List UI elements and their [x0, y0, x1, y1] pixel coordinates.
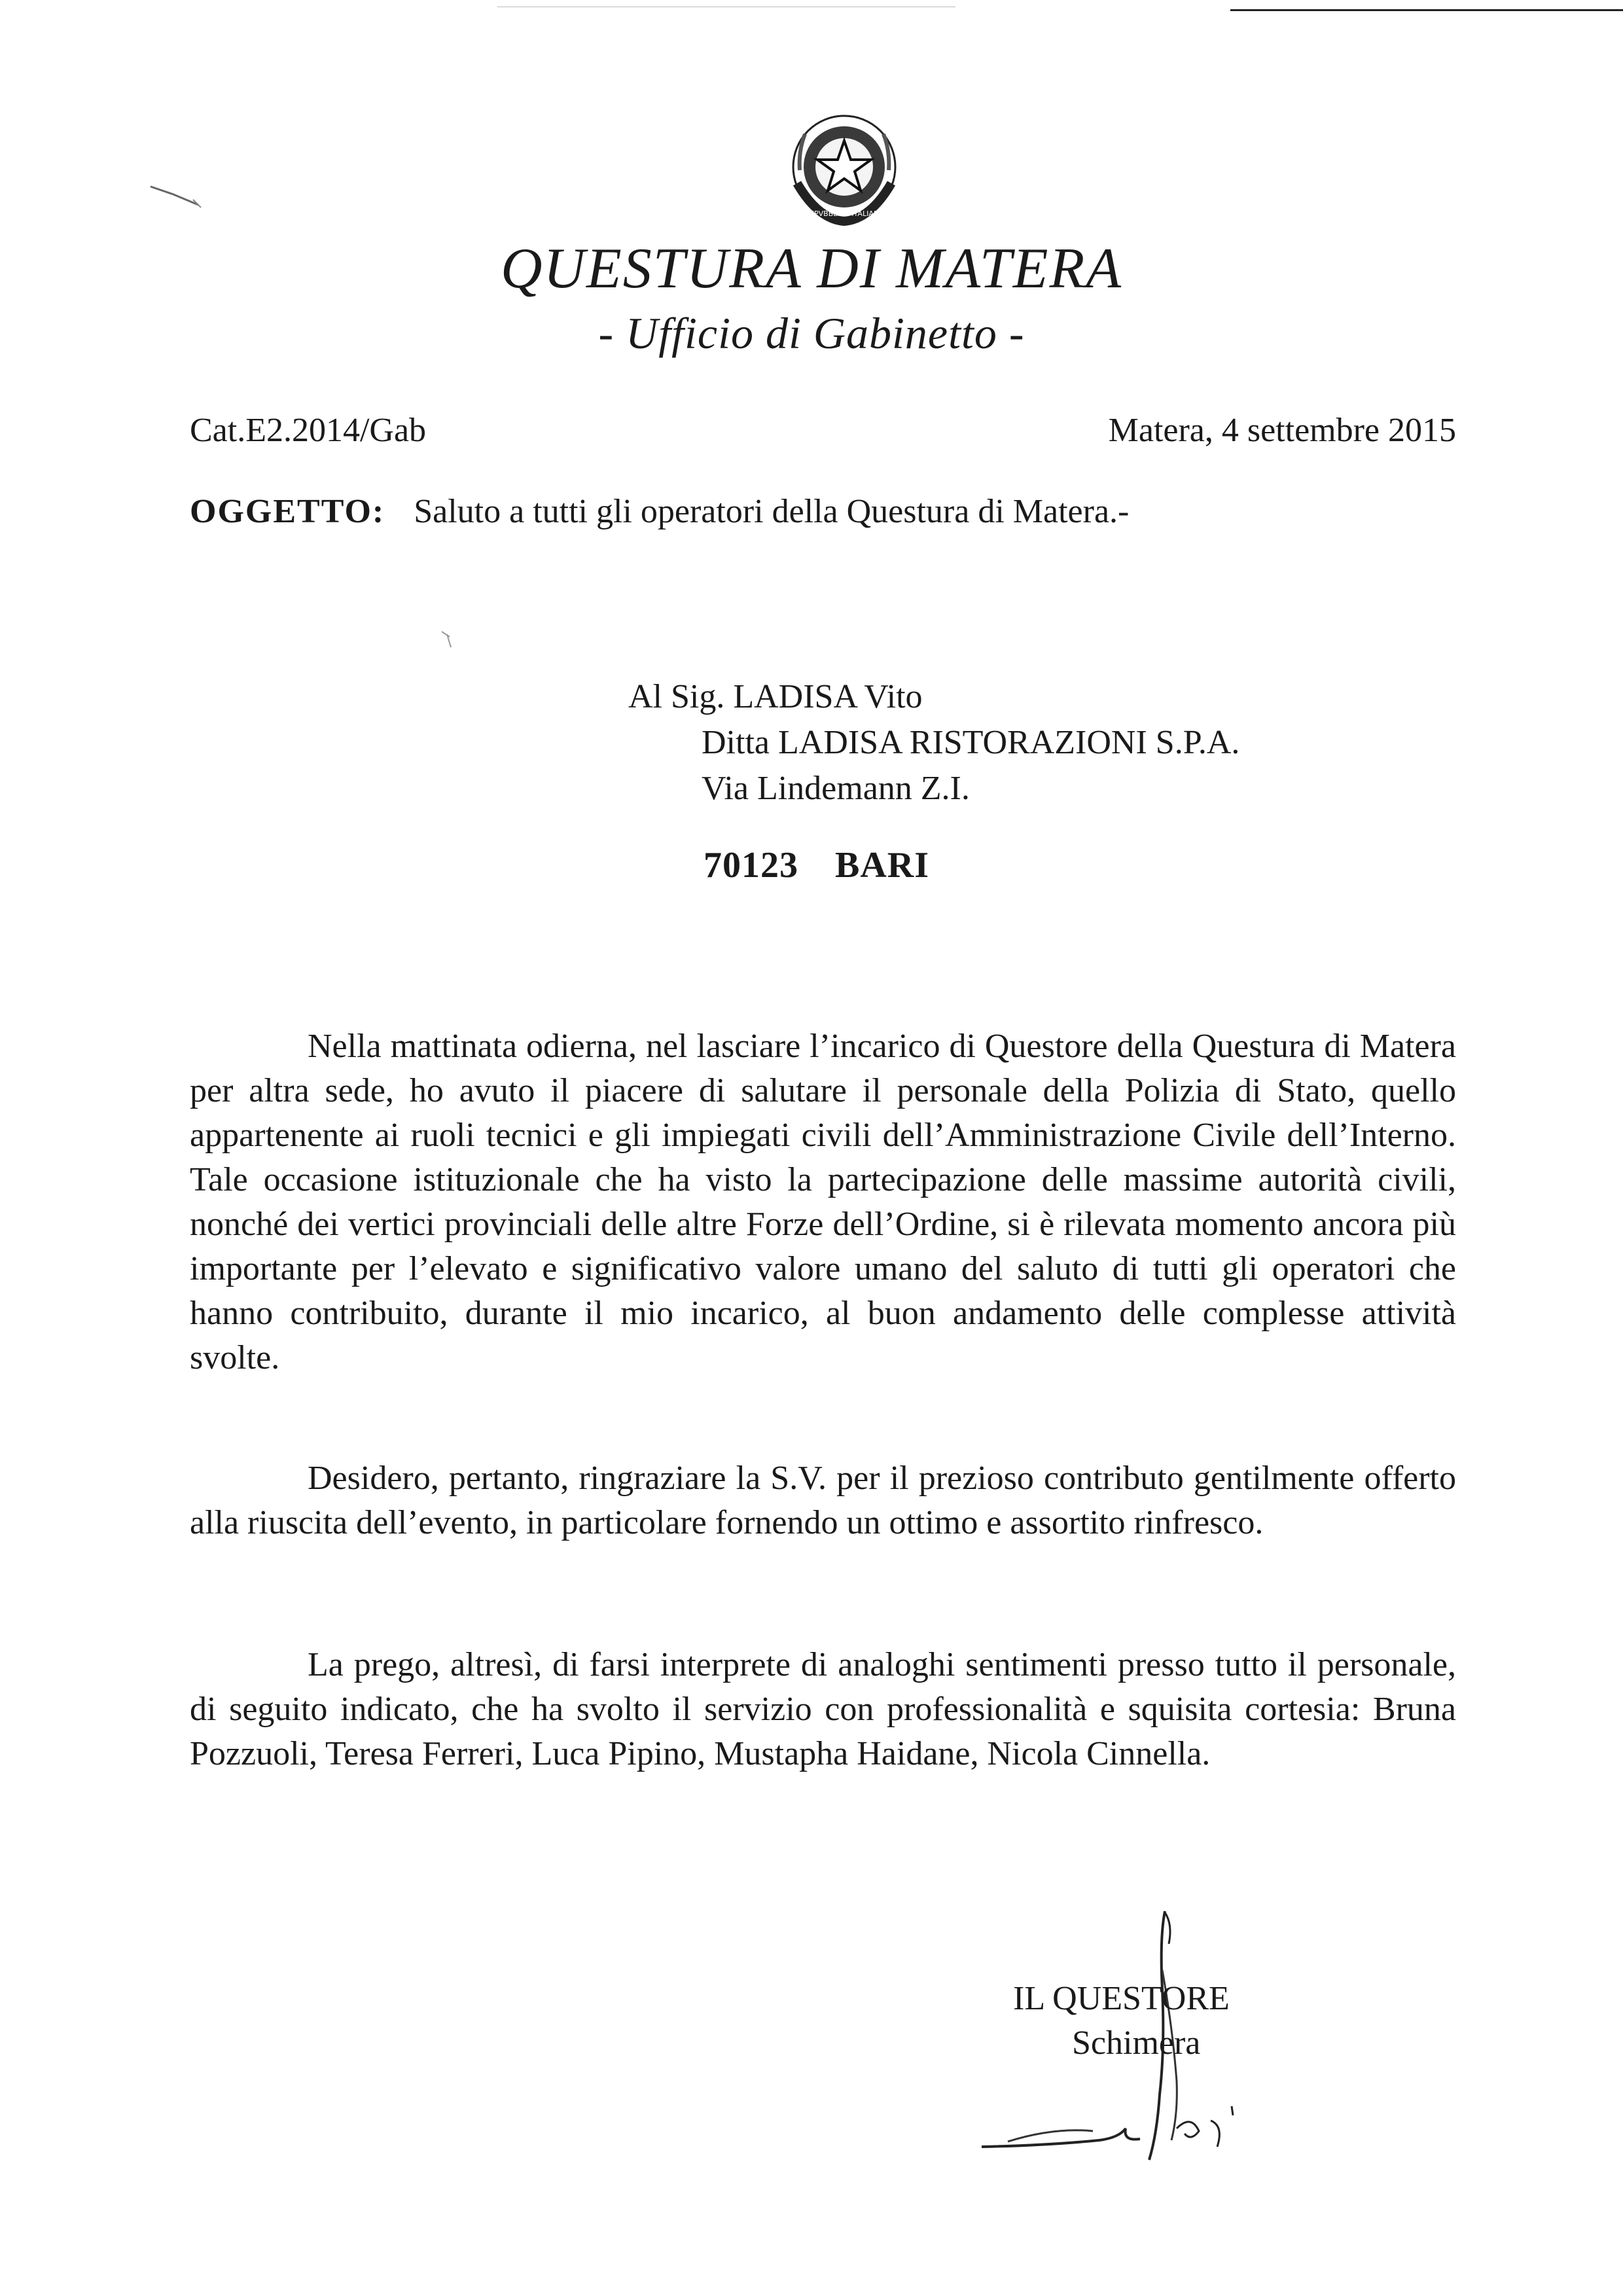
- signatory-name: Schimera: [1072, 2024, 1201, 2062]
- office-title: QUESTURA DI MATERA: [500, 237, 1123, 300]
- signatory-role: IL QUESTORE: [1013, 1980, 1230, 2017]
- paragraph-text: La prego, altresì, di farsi interprete di analoghi sentimenti presso tutto il personale, di seguito indicato, che ha svolto il servizio con professionalità e squisita cortesia: Bruna Pozzuoli, Teresa Ferreri, Luca Pipino, Mustapha Haidane, Nicola Cinnella.: [190, 1646, 1456, 1772]
- paragraph-text: Desidero, pertanto, ringraziare la S.V. per il prezioso contributo gentilmente offerto alla riuscita dell’evento, in particolare fornendo un ottimo e assortito rinfresco.: [190, 1460, 1456, 1541]
- scan-edge-line: [1230, 9, 1623, 11]
- body-paragraph-1: [190, 1024, 1456, 1380]
- recipient-company: Ditta LADISA RISTORAZIONI S.P.A.: [702, 724, 1240, 761]
- subject-text: Saluto a tutti gli operatori della Questura di Matera.-: [414, 493, 1130, 530]
- recipient-city: [704, 844, 929, 886]
- subject-line: [190, 492, 1129, 531]
- office-subtitle: - Ufficio di Gabinetto -: [598, 308, 1025, 358]
- recipient-street: Via Lindemann Z.I.: [702, 770, 970, 807]
- protocol-number: Cat.E2.2014/Gab: [190, 412, 427, 449]
- paragraph-text: Nella mattinata odierna, nel lasciare l’incarico di Questore della Questura di Matera per altra sede, ho avuto il piacere di salutare il personale della Polizia di Stato, quello appartenente ai ruoli tecnici e gli impiegati civili dell’Amministrazione Civile dell’Interno. Tale occasione istituzionale che ha visto la partecipazione delle massime autorità civili, nonché dei vertici provinciali delle altre Forze dell’Ordine, si è rilevata momento ancora più importante per l’elevato e significativo valore umano del saluto di tutti gli operatori che hanno contribuito, durante il mio incarico, al buon andamento delle complesse attività svolte.: [190, 1028, 1456, 1376]
- italian-republic-emblem-icon: [779, 105, 910, 236]
- recipient-name: Al Sig. LADISA Vito: [628, 678, 923, 715]
- place-date: Matera, 4 settembre 2015: [1108, 412, 1456, 449]
- recipient-city-name: BARI: [835, 845, 930, 886]
- signature-block: [1013, 1977, 1230, 2066]
- recipient-postcode: 70123: [704, 845, 798, 886]
- stray-mark-icon: [147, 180, 206, 213]
- stray-speck-icon: [435, 625, 461, 658]
- body-paragraph-2: [190, 1456, 1456, 1545]
- body-paragraph-3: [190, 1643, 1456, 1776]
- subject-label: OGGETTO:: [190, 493, 385, 530]
- emblem-caption: REPVBBLICA ITALIANA: [804, 209, 884, 218]
- recipient-address: [628, 674, 1240, 812]
